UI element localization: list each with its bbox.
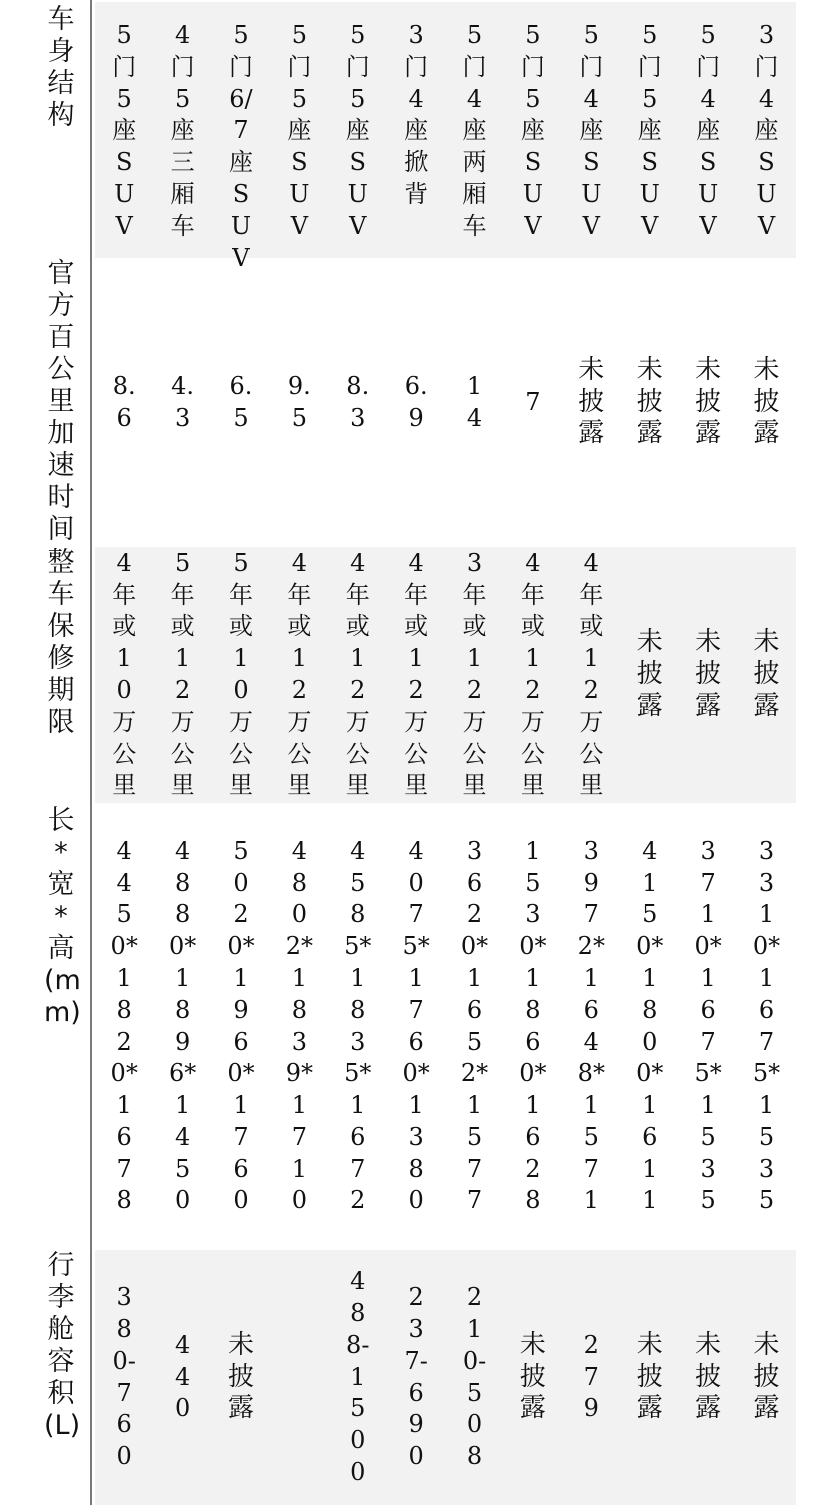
cell-value: 未披露 <box>636 627 663 721</box>
table-row-acceleration <box>95 258 796 547</box>
row-label-trunk-volume: 行李舱容积(L) <box>44 1250 81 1441</box>
table-cell <box>621 2 679 258</box>
cell-value: 5门5座SUV <box>287 21 312 240</box>
table-row-trunk-volume <box>95 1250 796 1505</box>
cell-value: 5020*1960*1760 <box>227 836 255 1215</box>
cell-value: 4802*1839*1710 <box>285 836 313 1215</box>
cell-value: 5年或12万公里 <box>170 548 195 800</box>
table-cell <box>153 258 211 547</box>
cell-value: 4年或12万公里 <box>404 548 429 800</box>
column-divider <box>90 0 92 1505</box>
cell-value: 4150*1800*1611 <box>636 836 664 1215</box>
cell-value: 5门4座两厢车 <box>462 21 487 240</box>
table-cell <box>445 258 503 547</box>
cell-value: 4年或10万公里 <box>112 548 137 800</box>
table-cell <box>504 547 562 803</box>
table-cell <box>153 547 211 803</box>
cell-value: 未披露 <box>695 627 722 721</box>
table-cell <box>562 547 620 803</box>
cell-value: 未披露 <box>753 354 780 449</box>
cell-value: 4075*1760*1380 <box>402 836 430 1215</box>
cell-value: 279 <box>583 1330 599 1423</box>
table-cell <box>387 258 445 547</box>
cell-value: 5门5座SUV <box>345 21 370 240</box>
table-cell <box>270 1250 328 1505</box>
table-cell <box>95 547 153 803</box>
table-cell <box>95 803 153 1250</box>
table-cell <box>270 803 328 1250</box>
cell-value: 4585*1835*1672 <box>344 836 372 1215</box>
cell-value: 3门4座SUV <box>754 21 779 240</box>
cell-value: 5门4座SUV <box>696 21 721 240</box>
table-cell <box>329 258 387 547</box>
cell-value: 未披露 <box>636 354 663 449</box>
row-label-body-structure: 车身结构 <box>47 4 75 131</box>
cell-value: 未披露 <box>578 354 605 449</box>
row-label-warranty: 整车保修期限 <box>47 547 75 738</box>
cell-value: 4年或12万公里 <box>287 548 312 800</box>
table-cell <box>387 803 445 1250</box>
table-cell <box>504 1250 562 1505</box>
table-cell <box>329 803 387 1250</box>
cell-value: 4450*1820*1678 <box>110 836 138 1215</box>
cell-value: 6.5 <box>229 371 253 432</box>
table-cell <box>621 547 679 803</box>
table-cell <box>387 2 445 258</box>
cell-value: 3门4座掀背 <box>404 21 429 208</box>
table-cell <box>562 1250 620 1505</box>
table-cell <box>270 258 328 547</box>
cell-value: 440 <box>174 1330 191 1423</box>
cell-value: 未披露 <box>753 1329 780 1424</box>
table-cell <box>562 803 620 1250</box>
table-cell <box>562 258 620 547</box>
cell-value: 4年或12万公里 <box>579 548 604 800</box>
table-cell <box>445 547 503 803</box>
table-cell <box>679 803 737 1250</box>
table-cell <box>270 2 328 258</box>
cell-value: 5门5座SUV <box>112 21 137 240</box>
cell-value: 5门5座SUV <box>520 21 545 240</box>
cell-value: 未披露 <box>636 1329 663 1424</box>
cell-value: 未披露 <box>695 354 722 449</box>
table-cell <box>621 803 679 1250</box>
table-cell <box>212 2 270 272</box>
table-cell <box>212 258 270 547</box>
cell-value: 488-1500 <box>346 1267 370 1486</box>
cell-value: 3年或12万公里 <box>462 548 487 800</box>
table-cell <box>504 2 562 258</box>
table-cell <box>445 803 503 1250</box>
cell-value: 6.9 <box>404 371 428 432</box>
table-cell <box>679 1250 737 1505</box>
cell-value: 8.3 <box>346 371 370 432</box>
cell-value: 未披露 <box>695 1329 722 1424</box>
table-cell <box>504 803 562 1250</box>
table-cell <box>212 803 270 1250</box>
table-cell <box>737 803 795 1250</box>
cell-value: 3710*1675*1535 <box>694 836 722 1215</box>
table-cell <box>153 1250 211 1505</box>
cell-value: 3620*1652*1577 <box>460 836 489 1215</box>
cell-value: 3310*1675*1535 <box>752 836 781 1215</box>
cell-value: 5门5座SUV <box>637 21 662 240</box>
cell-value: 14 <box>466 371 483 432</box>
cell-value: 8.6 <box>112 371 136 432</box>
row-label-dimensions: 长*宽*高(mm) <box>44 805 81 1028</box>
table-cell <box>270 547 328 803</box>
table-cell <box>329 547 387 803</box>
cell-value: 9.5 <box>287 371 311 432</box>
table-cell <box>737 1250 795 1505</box>
table-cell <box>621 258 679 547</box>
table-cell <box>737 547 795 803</box>
table-cell <box>329 2 387 258</box>
cell-value: 未披露 <box>519 1329 546 1424</box>
table-cell <box>621 1250 679 1505</box>
table-cell <box>679 547 737 803</box>
cell-value: 380-760 <box>112 1283 136 1471</box>
table-cell <box>737 2 795 258</box>
cell-value: 3972*1648*1571 <box>577 836 605 1215</box>
cell-value: 4门5座三厢车 <box>170 21 195 240</box>
cell-value: 5门6/7座SUV <box>228 21 253 272</box>
table-cell <box>737 258 795 547</box>
table-row-warranty <box>95 547 796 803</box>
cell-value: 4年或12万公里 <box>520 548 545 800</box>
table-cell <box>679 258 737 547</box>
cell-value: 5门4座SUV <box>579 21 604 240</box>
cell-value: 未披露 <box>753 627 780 721</box>
row-label-column <box>0 0 90 1505</box>
cell-value: 4.3 <box>171 371 195 432</box>
table-cell <box>95 2 153 258</box>
table-cell <box>445 2 503 258</box>
table-cell <box>562 2 620 258</box>
table-cell <box>329 1250 387 1505</box>
cell-value: 4880*1896*1450 <box>168 836 197 1215</box>
table-row-dimensions <box>95 803 796 1250</box>
table-cell <box>153 2 211 258</box>
table-cell <box>212 1250 270 1505</box>
cell-value: 210-508 <box>462 1283 487 1471</box>
table-cell <box>95 1250 153 1505</box>
table-cell <box>679 2 737 258</box>
table-cell <box>212 547 270 803</box>
table-cell <box>387 547 445 803</box>
table-cell <box>445 1250 503 1505</box>
cell-value: 5年或10万公里 <box>228 548 253 800</box>
cell-value: 4年或12万公里 <box>345 548 370 800</box>
table-cell <box>387 1250 445 1505</box>
table-cell <box>153 803 211 1250</box>
table-row-body-structure <box>95 2 796 272</box>
row-label-acceleration: 官方百公里加速时间 <box>47 258 75 545</box>
cell-value: 未披露 <box>227 1329 254 1424</box>
table-cell <box>504 258 562 547</box>
cell-value: 1530*1860*1628 <box>519 836 547 1215</box>
cell-value: 7 <box>525 387 541 416</box>
cell-value: 237-690 <box>404 1283 428 1471</box>
table-cell <box>95 258 153 547</box>
